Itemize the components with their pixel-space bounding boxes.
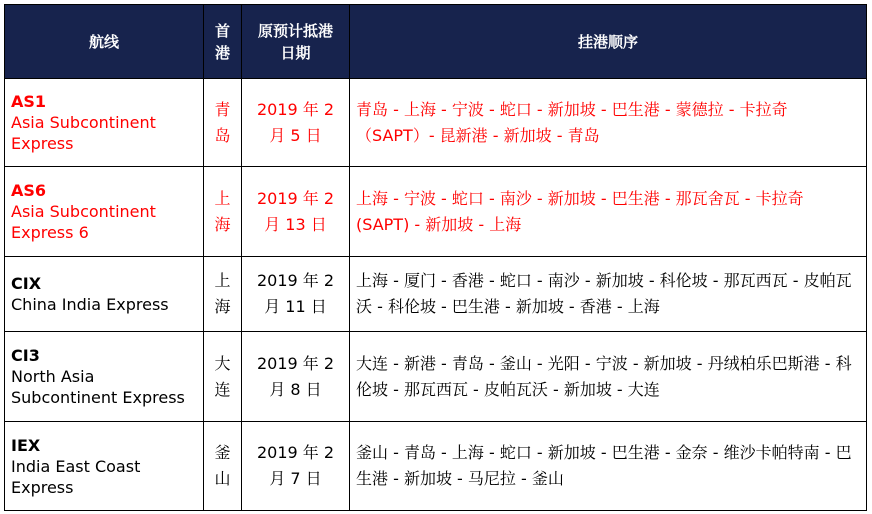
first-port-cell [204, 422, 242, 511]
rotation: 大连 - 新港 - 青岛 - 釜山 - 光阳 - 宁波 - 新加坡 - 丹绒柏乐巴斯港 - 科伦坡 - 那瓦西瓦 - 皮帕瓦沃 - 新加坡 - 大连 [356, 353, 852, 399]
rotation: 上海 - 厦门 - 香港 - 蛇口 - 南沙 - 新加坡 - 科伦坡 - 那瓦西瓦 - 皮帕瓦沃 - 科伦坡 - 巴生港 - 新加坡 - 香港 - 上海 [356, 271, 852, 316]
route-name: China India Express [11, 295, 169, 314]
route-cell [5, 332, 204, 422]
route-name: India East Coast Express [11, 456, 141, 497]
route-code: CIX [11, 274, 42, 293]
eta: 2019 年 2 月 7 日 [256, 443, 335, 488]
first-port: 青岛 [214, 99, 231, 145]
rotation-cell [350, 422, 867, 511]
first-port: 大连 [214, 353, 231, 399]
first-port: 釜山 [214, 443, 231, 488]
eta: 2019 年 2 月 11 日 [256, 271, 335, 316]
eta-cell [242, 167, 350, 257]
header-first-port: 首港 [204, 5, 242, 79]
first-port: 上海 [214, 188, 231, 234]
schedule-table-wrapper [4, 4, 867, 511]
header-row [5, 5, 867, 79]
eta-cell [242, 257, 350, 332]
rotation-cell [350, 79, 867, 167]
eta: 2019 年 2 月 13 日 [256, 188, 335, 234]
header-rotation: 挂港顺序 [350, 5, 867, 79]
schedule-table [4, 4, 867, 511]
table-row [5, 79, 867, 167]
first-port-cell [204, 167, 242, 257]
route-name: Asia Subcontinent Express 6 [11, 202, 156, 242]
eta: 2019 年 2 月 8 日 [256, 353, 335, 399]
eta-cell [242, 79, 350, 167]
table-row [5, 167, 867, 257]
table-row [5, 422, 867, 511]
header-eta: 原预计抵港日期 [242, 5, 350, 79]
route-code: IEX [11, 435, 41, 455]
first-port-cell [204, 257, 242, 332]
header-route: 航线 [5, 5, 204, 79]
rotation: 上海 - 宁波 - 蛇口 - 南沙 - 新加坡 - 巴生港 - 那瓦舍瓦 - 卡拉奇 (SAPT) - 新加坡 - 上海 [356, 188, 804, 234]
route-cell [5, 79, 204, 167]
rotation: 青岛 - 上海 - 宁波 - 蛇口 - 新加坡 - 巴生港 - 蒙德拉 - 卡拉奇（SAPT）- 昆新港 - 新加坡 - 青岛 [356, 99, 788, 145]
rotation-cell [350, 332, 867, 422]
route-cell [5, 167, 204, 257]
route-name: North Asia Subcontinent Express [11, 367, 185, 407]
eta: 2019 年 2 月 5 日 [256, 99, 335, 145]
rotation-cell [350, 167, 867, 257]
route-code: AS1 [11, 92, 47, 111]
table-row [5, 332, 867, 422]
route-cell [5, 422, 204, 511]
rotation: 釜山 - 青岛 - 上海 - 蛇口 - 新加坡 - 巴生港 - 金奈 - 维沙卡帕特南 - 巴生港 - 新加坡 - 马尼拉 - 釜山 [356, 443, 852, 488]
eta-cell [242, 422, 350, 511]
route-code: CI3 [11, 346, 40, 365]
eta-cell [242, 332, 350, 422]
route-code: AS6 [11, 181, 47, 200]
route-name: Asia Subcontinent Express [11, 113, 156, 153]
table-row [5, 257, 867, 332]
route-cell [5, 257, 204, 332]
rotation-cell [350, 257, 867, 332]
first-port: 上海 [214, 271, 231, 316]
first-port-cell [204, 79, 242, 167]
first-port-cell [204, 332, 242, 422]
